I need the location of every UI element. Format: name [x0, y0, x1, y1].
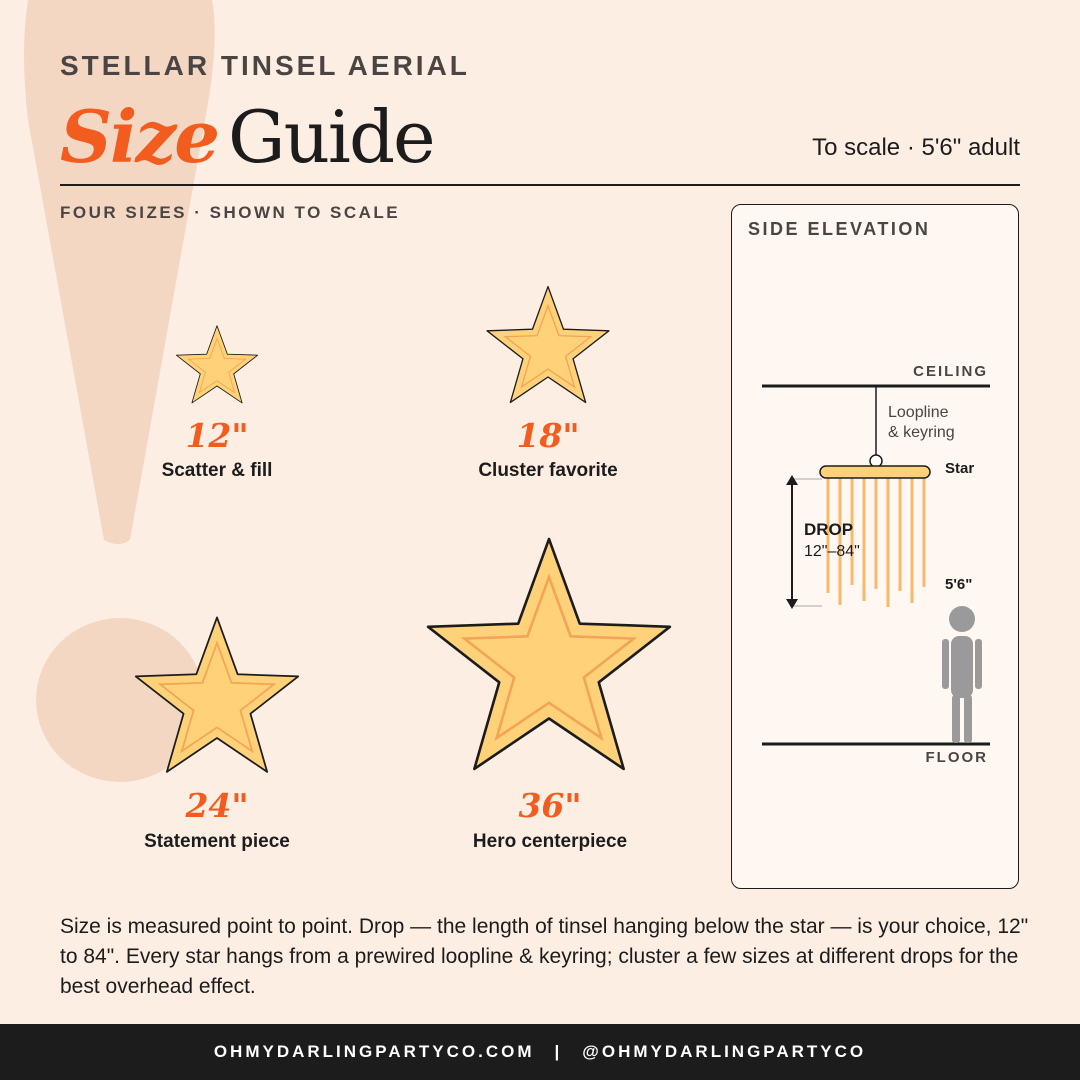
floor-label: FLOOR: [925, 749, 988, 766]
star-icon-12: [172, 320, 262, 408]
star-icon-24: [127, 606, 307, 782]
ceiling-label: CEILING: [913, 363, 988, 380]
drop-label: DROP: [804, 520, 854, 539]
size-desc-24: Statement piece: [144, 831, 290, 852]
size-desc-12: Scatter & fill: [161, 460, 273, 481]
person-icon: [942, 606, 982, 743]
drop-range: 12"–84": [804, 543, 860, 560]
loopline-label-1: Loopline: [888, 404, 949, 421]
side-elevation-panel: [731, 204, 1019, 889]
star-icon-18: [480, 278, 616, 410]
star-label: Star: [945, 460, 975, 477]
header-divider: [60, 184, 1020, 186]
footer-handle: @OHMYDARLINGPARTYCO: [582, 1042, 867, 1061]
size-desc-36: Hero centerpiece: [472, 831, 628, 852]
title-accent: Size: [60, 94, 219, 179]
footer-separator: |: [554, 1042, 563, 1061]
panel-title: SIDE ELEVATION: [748, 219, 931, 239]
size-label-12: 12": [185, 416, 249, 455]
size-label-36: 36": [518, 786, 582, 825]
product-eyebrow: STELLAR TINSEL AERIAL: [60, 50, 470, 81]
sizes-subhead: FOUR SIZES · SHOWN TO SCALE: [60, 203, 401, 222]
footer-website: OHMYDARLINGPARTYCO.COM: [213, 1042, 535, 1061]
title-main: Guide: [228, 95, 434, 179]
elevation-diagram: [732, 205, 1020, 890]
loopline-label-2: & keyring: [888, 424, 955, 441]
footnote: Size is measured point to point. Drop — the length of tinsel hanging below the star — is your choice, 12" to 84". Every star hangs from a prewired loopline & keyring; cluster a few sizes at different drops for the best overhead effect.: [60, 915, 1029, 998]
size-label-24: 24": [185, 786, 249, 825]
size-label-18: 18": [516, 416, 580, 455]
scale-note: To scale · 5'6" adult: [812, 134, 1020, 161]
person-height-label: 5'6": [945, 576, 973, 593]
page-title: [60, 92, 434, 182]
star-icon-36: [414, 522, 684, 784]
footer-bar: [0, 1024, 1080, 1080]
size-desc-18: Cluster favorite: [478, 460, 618, 481]
